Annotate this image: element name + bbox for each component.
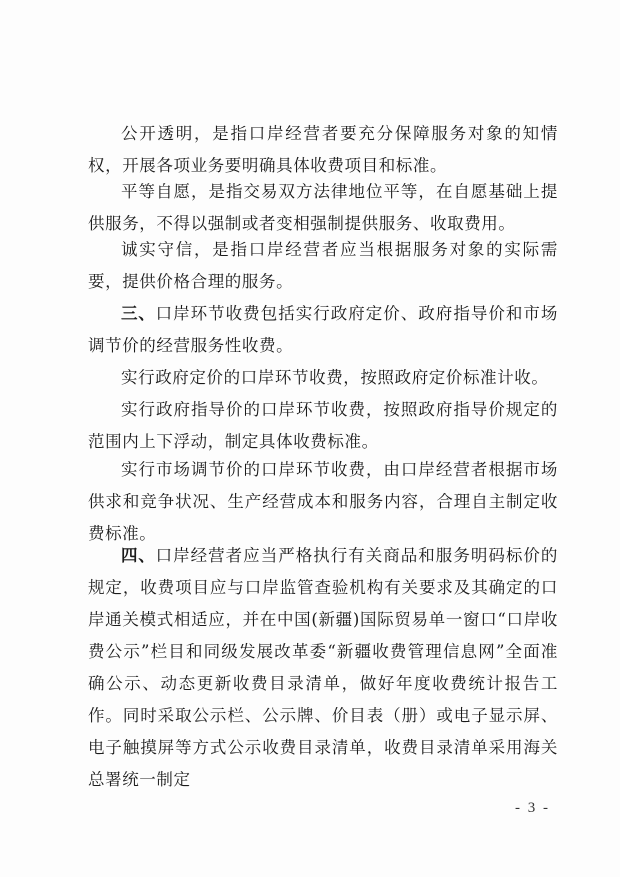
section-number: 四、 (121, 546, 156, 565)
paragraph-text: 实行市场调节价的口岸环节收费，由口岸经营者根据市场供求和竞争状况、生产经营成本和服务内容，合理自主制定收费标准。 (88, 460, 558, 543)
paragraph-text: 口岸经营者应当严格执行有关商品和服务明码标价的规定，收费项目应与口岸监管查验机构有关要求及其确定的口岸通关模式相适应，并在中国(新疆)国际贸易单一窗口“口岸收费公示”栏目和同级发展改革委“新疆收费管理信息网”全面准确公示、动态更新收费目录清单，做好年度收费统计报告工作。同时采取公示栏、公示牌、价目表（册）或电子显示屏、电子触摸屏等方式公示收费目录清单，收费目录清单采用海关总署统一制定 (88, 546, 558, 789)
paragraph-text: 实行政府指导价的口岸环节收费，按照政府指导价规定的范围内上下浮动，制定具体收费标准。 (88, 400, 558, 451)
paragraph-voluntary (88, 176, 558, 240)
paragraph-government-pricing (88, 362, 558, 394)
paragraph-market-pricing (88, 454, 558, 550)
paragraph-section-four (88, 540, 558, 796)
paragraph-text: 诚实守信，是指口岸经营者应当根据服务对象的实际需要，提供价格合理的服务。 (88, 240, 558, 291)
section-number: 三、 (121, 304, 156, 323)
paragraph-text: 公开透明，是指口岸经营者要充分保障服务对象的知情权，开展各项业务要明确具体收费项目和标准。 (88, 124, 558, 175)
paragraph-guided-pricing (88, 394, 558, 458)
paragraph-text: 平等自愿，是指交易双方法律地位平等，在自愿基础上提供服务，不得以强制或者变相强制提供服务、收取费用。 (88, 182, 558, 233)
paragraph-text: 口岸环节收费包括实行政府定价、政府指导价和市场调节价的经营服务性收费。 (88, 304, 558, 355)
paragraph-transparency (88, 118, 558, 182)
page-number: - 3 - (515, 800, 550, 816)
paragraph-section-three (88, 298, 558, 362)
paragraph-integrity (88, 234, 558, 298)
paragraph-text: 实行政府定价的口岸环节收费，按照政府定价标准计收。 (121, 368, 549, 387)
